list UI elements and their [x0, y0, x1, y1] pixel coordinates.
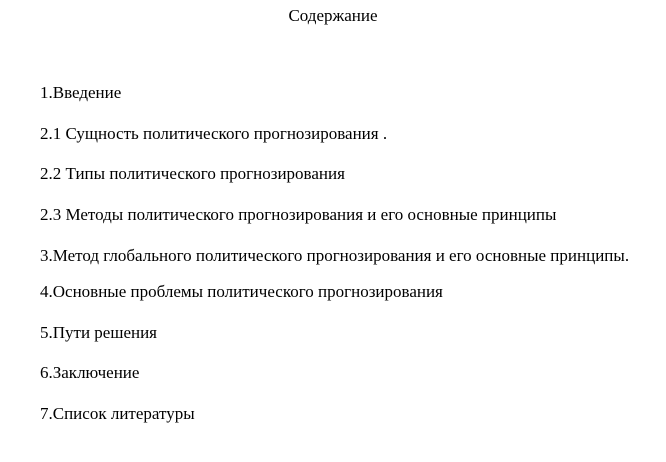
- toc-item-types: 2.2 Типы политического прогнозирования: [40, 164, 345, 183]
- table-of-contents: [40, 82, 640, 443]
- toc-item-essence: 2.1 Сущность политического прогнозирования .: [40, 123, 388, 143]
- page-title: Содержание: [288, 6, 378, 25]
- toc-item-references: 7.Список литературы: [40, 403, 195, 423]
- toc-item-problems: 4.Основные проблемы политического прогнозирования: [40, 282, 443, 301]
- toc-item-introduction: 1.Введение: [40, 83, 122, 102]
- toc-item-methods: 2.3 Методы политического прогнозирования и его основные принципы: [40, 204, 557, 224]
- toc-item-solutions: 5.Пути решения: [40, 322, 157, 342]
- toc-item-conclusion: 6.Заключение: [40, 363, 140, 382]
- toc-item-global-method: 3.Метод глобального политического прогнозирования и его основные принципы.: [40, 246, 630, 265]
